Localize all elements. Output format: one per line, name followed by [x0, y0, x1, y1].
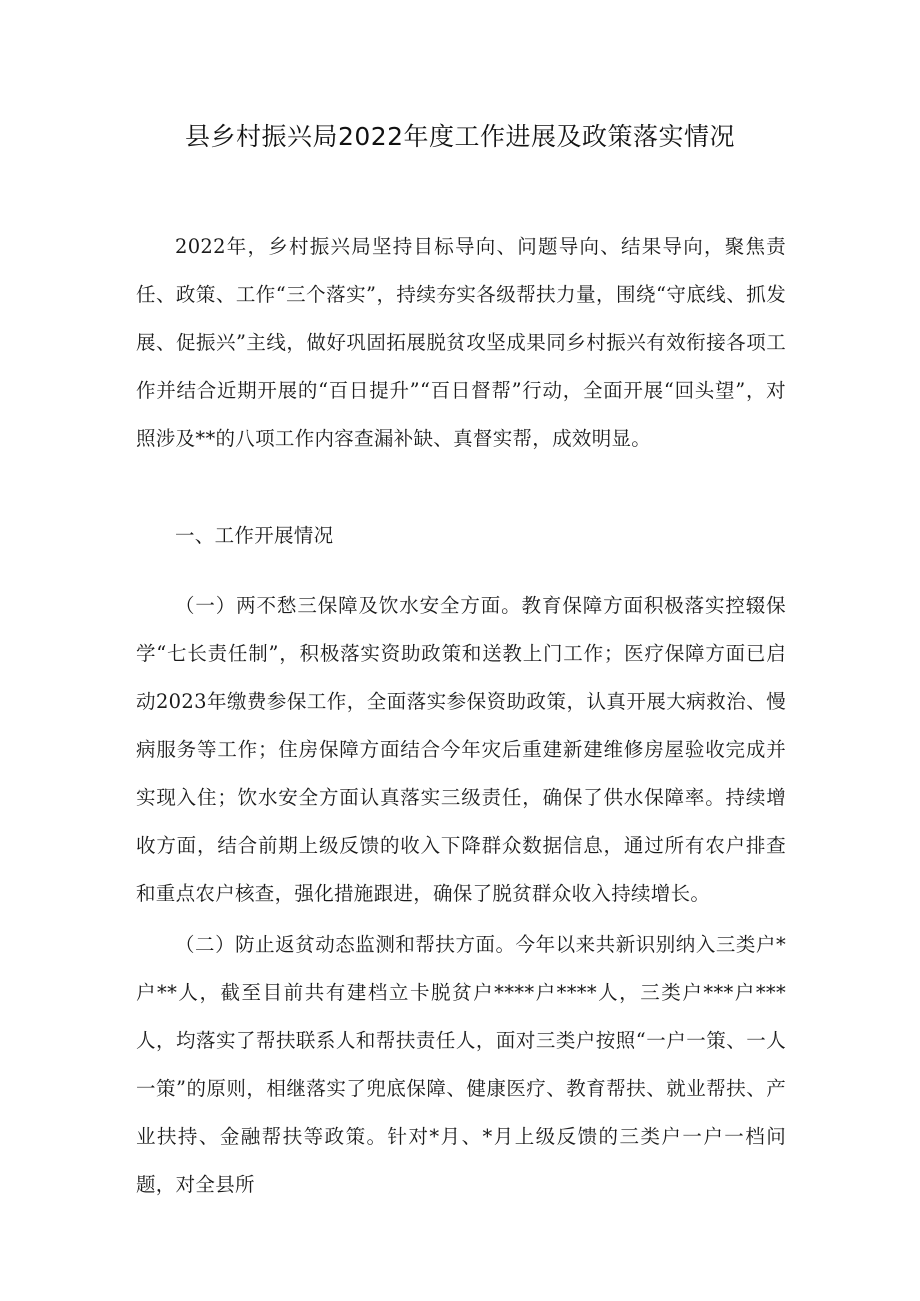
section-heading-work-progress: 一、工作开展情况 — [175, 524, 334, 547]
document-title: 县乡村振兴局2022年度工作进展及政策落实情况 — [184, 122, 736, 151]
intro-paragraph: 2022年，乡村振兴局坚持目标导向、问题导向、结果导向，聚焦责任、政策、工作“三个落实”，持续夯实各级帮扶力量，围绕“守底线、抓发展、促振兴”主线，做好巩固拓展脱贫攻坚成果同乡村振兴有效衔接各项工作并结合近期开展的“百日提升”“百日督帮”行动，全面开展“回头望”，对照涉及**的八项工作内容查漏补缺、真督实帮，成效明显。 — [136, 235, 786, 450]
paragraph-two-assurances-water-safety: （一）两不愁三保障及饮水安全方面。教育保障方面积极落实控辍保学“七长责任制”，积极落实资助政策和送教上门工作；医疗保障方面已启动2023年缴费参保工作，全面落实参保资助政策，认真开展大病救治、慢病服务等工作；住房保障方面结合今年灾后重建新建维修房屋验收完成并实现入住；饮水安全方面认真落实三级责任，确保了供水保障率。持续增收方面，结合前期上级反馈的收入下降群众数据信息，通过所有农户排查和重点农户核查，强化措施跟进，确保了脱贫群众收入持续增长。 — [136, 594, 786, 905]
paragraph-poverty-return-monitoring: （二）防止返贫动态监测和帮扶方面。今年以来共新识别纳入三类户*户**人，截至目前共有建档立卡脱贫户****户****人，三类户***户***人，均落实了帮扶联系人和帮扶责任人，面对三类户按照“一户一策、一人一策”的原则，相继落实了兜底保障、健康医疗、教育帮扶、就业帮扶、产业扶持、金融帮扶等政策。针对*月、*月上级反馈的三类户一户一档问题，对全县所 — [136, 933, 786, 1196]
